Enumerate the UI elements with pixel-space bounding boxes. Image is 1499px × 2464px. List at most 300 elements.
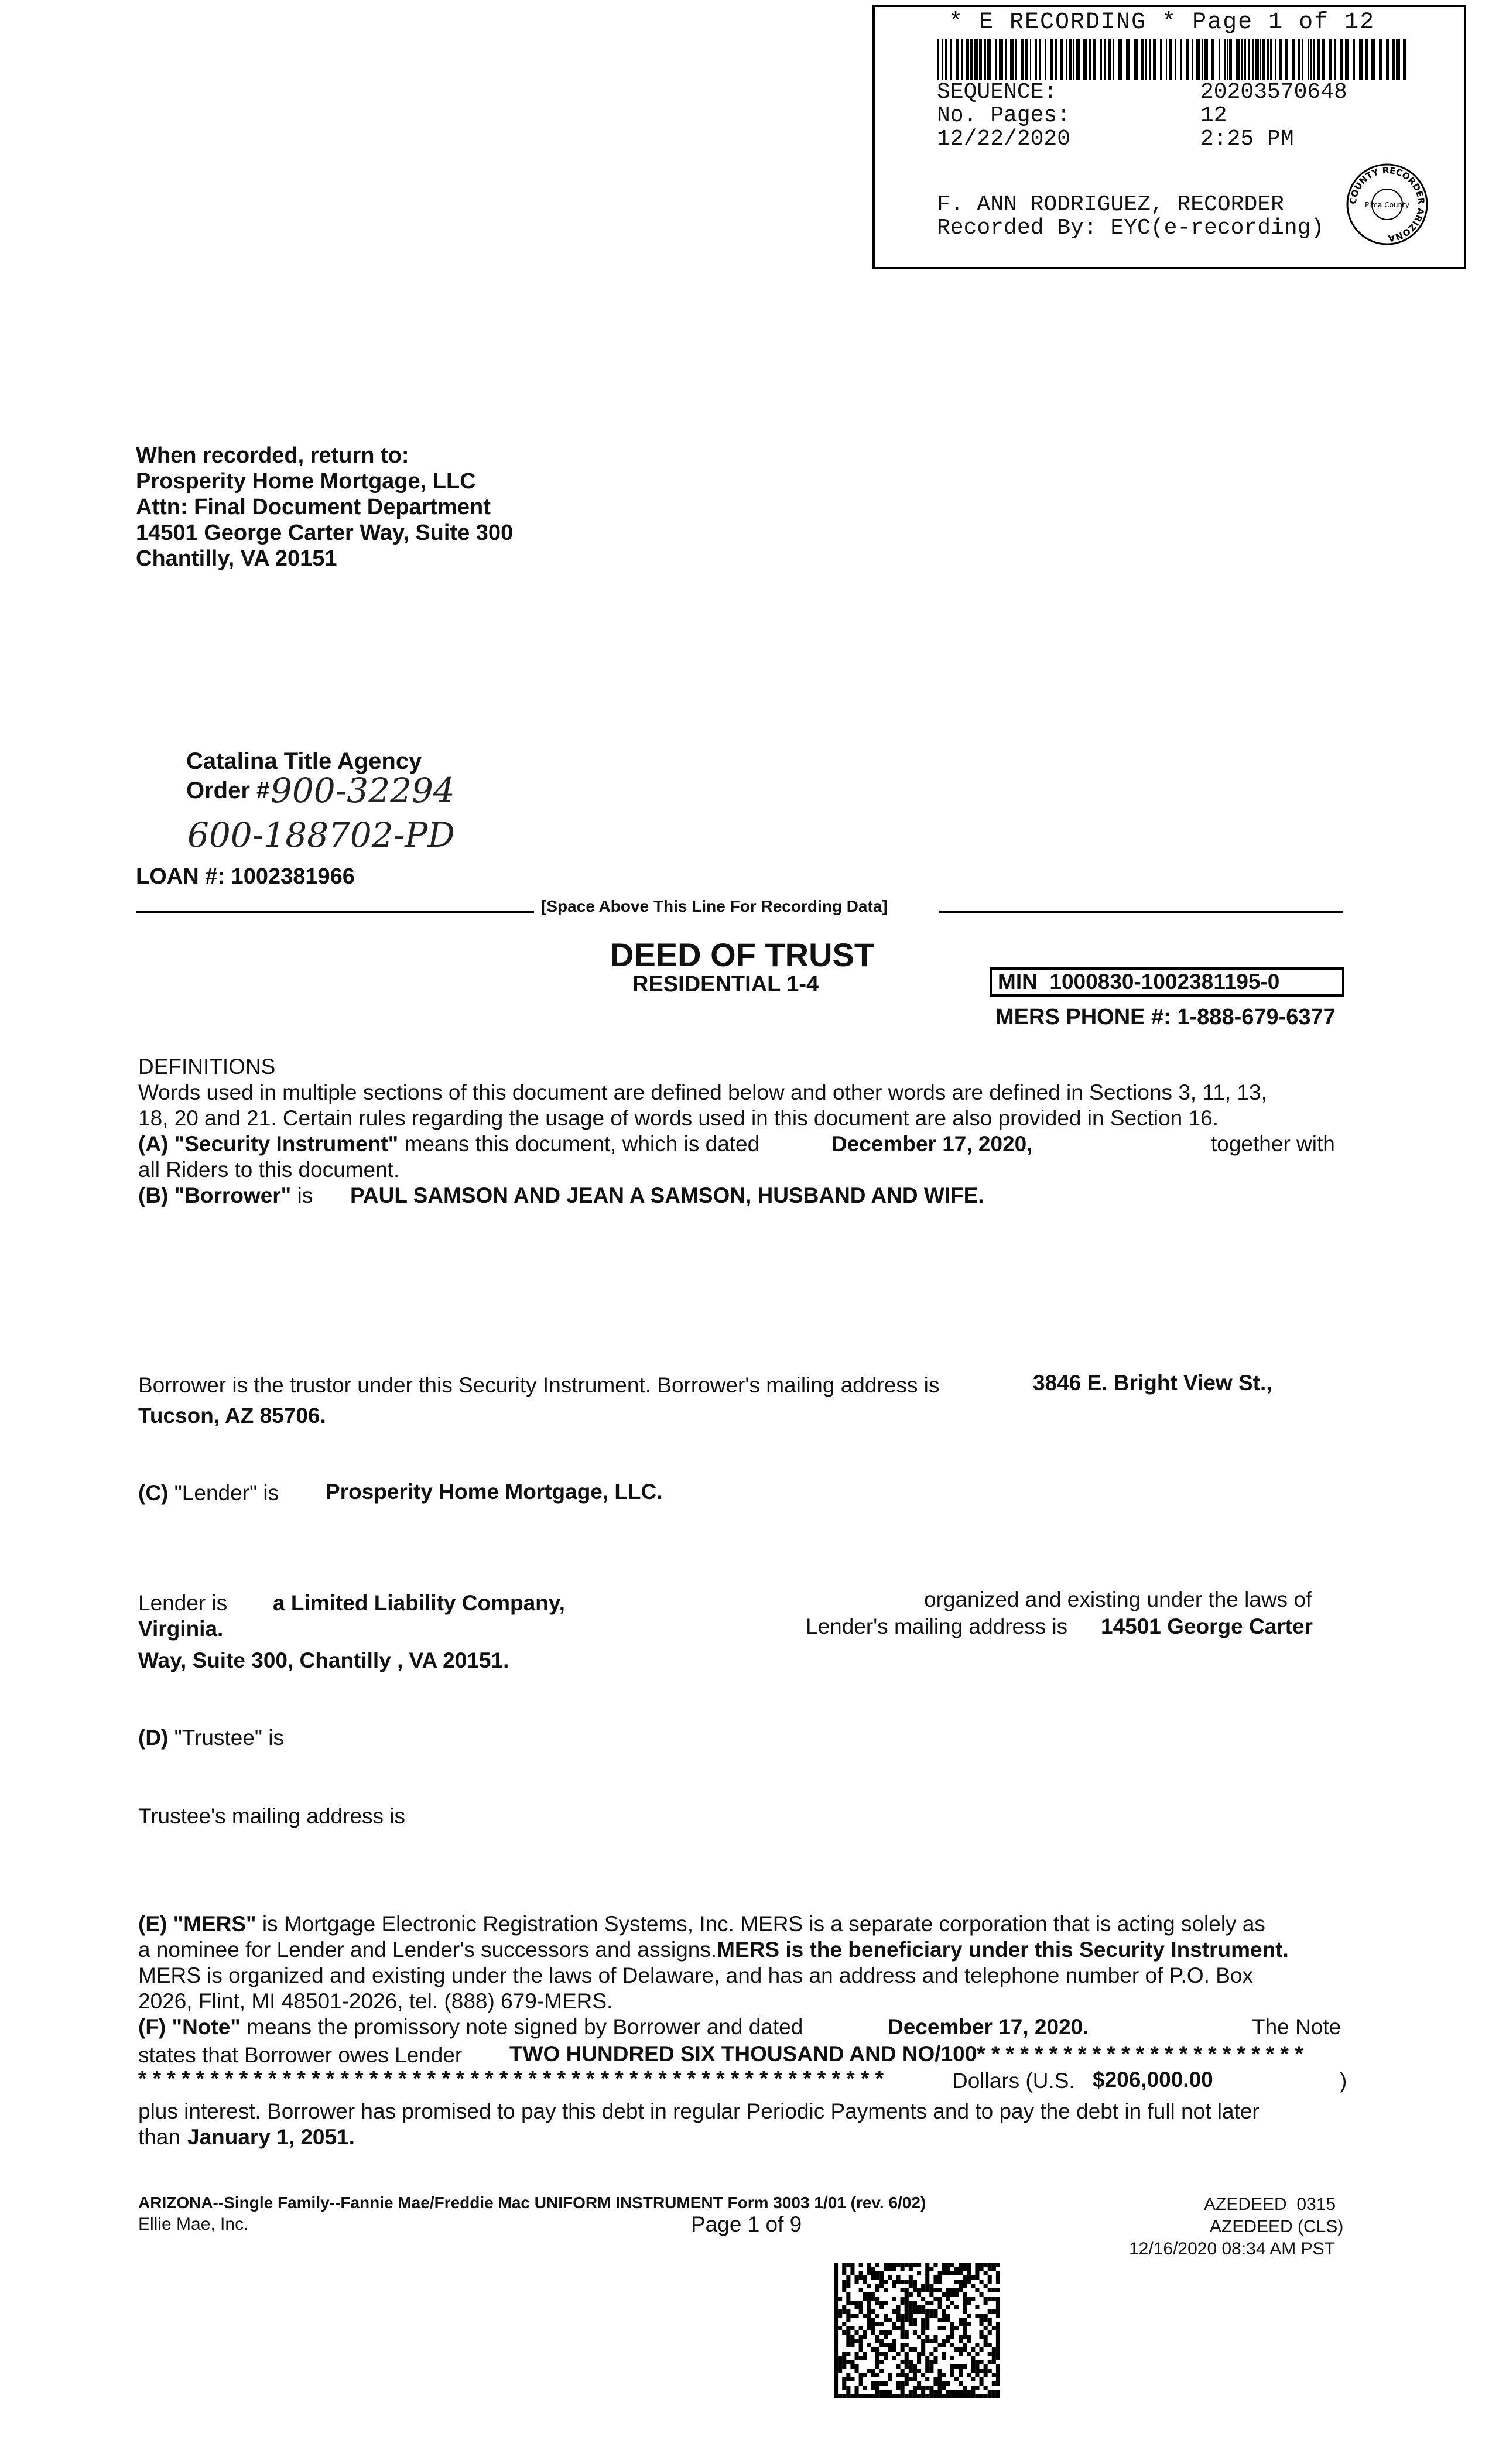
barcode-module [959, 2318, 963, 2322]
barcode-module [938, 2394, 942, 2398]
barcode-module [996, 2381, 1000, 2386]
barcode-module [875, 2381, 879, 2386]
barcode-bar [1035, 39, 1037, 80]
barcode-module [892, 2326, 896, 2330]
barcode-module [855, 2314, 859, 2318]
barcode-module [988, 2360, 992, 2364]
barcode-module [992, 2347, 996, 2352]
barcode-module [834, 2369, 838, 2373]
barcode-module [834, 2322, 838, 2326]
barcode-module [996, 2335, 1000, 2339]
barcode-module [863, 2280, 867, 2284]
barcode-bar [1083, 39, 1087, 80]
barcode-bar [1229, 39, 1232, 80]
barcode-module [834, 2318, 838, 2322]
separator-left [136, 911, 534, 913]
barcode-module [980, 2314, 984, 2318]
barcode-module [867, 2314, 871, 2318]
barcode-bar [979, 39, 982, 80]
barcode-module [901, 2330, 905, 2335]
barcode-module [855, 2330, 859, 2335]
barcode-module [867, 2284, 871, 2288]
note-amount-words: TWO HUNDRED SIX THOUSAND AND NO/100* * * * * * * * * * * * * * * * * * * * * * * [509, 2042, 1303, 2066]
barcode-module [967, 2267, 971, 2271]
barcode-module [884, 2330, 888, 2335]
barcode-bar [950, 39, 952, 80]
barcode-module [921, 2288, 925, 2292]
barcode-module [917, 2288, 921, 2292]
barcode-module [879, 2271, 884, 2275]
barcode-module [867, 2343, 871, 2347]
barcode-module [917, 2386, 921, 2390]
barcode-module [963, 2263, 967, 2267]
barcode-module [954, 2271, 959, 2275]
barcode-module [921, 2390, 925, 2394]
barcode-module [834, 2292, 838, 2297]
barcode-module [959, 2263, 963, 2267]
barcode-module [888, 2394, 892, 2398]
barcode-module [834, 2267, 838, 2271]
barcode-module [875, 2284, 879, 2288]
stamp-barcode [937, 39, 1410, 80]
barcode-module [971, 2386, 975, 2390]
barcode-module [980, 2292, 984, 2297]
barcode-module [888, 2318, 892, 2322]
barcode-module [834, 2360, 838, 2364]
barcode-module [834, 2301, 838, 2305]
barcode-module [925, 2377, 929, 2381]
barcode-module [992, 2373, 996, 2377]
barcode-module [867, 2263, 871, 2267]
barcode-module [933, 2297, 937, 2301]
barcode-module [913, 2347, 917, 2352]
barcode-module [925, 2284, 929, 2288]
barcode-module [975, 2369, 979, 2373]
barcode-module [996, 2309, 1000, 2314]
note-amount-stars: * * * * * * * * * * * * * * * * * * * * * * * * * * * * * * * * * * * * * * * * * * * * * * * * * * * * [138, 2066, 884, 2090]
definition-e-line-2: a nominee for Lender and Lender's successors and assigns.MERS is the beneficiary under this Security Instrument. [138, 1938, 1289, 1962]
barcode-module [855, 2394, 859, 2398]
barcode-module [996, 2322, 1000, 2326]
barcode-module [905, 2263, 909, 2267]
barcode-module [875, 2275, 879, 2280]
barcode-module [925, 2356, 929, 2360]
barcode-module [938, 2275, 942, 2280]
barcode-module [871, 2373, 875, 2377]
barcode-module [905, 2280, 909, 2284]
barcode-module [913, 2377, 917, 2381]
barcode-module [988, 2263, 992, 2267]
footer-form: ARIZONA--Single Family--Fannie Mae/Freddie Mac UNIFORM INSTRUMENT Form 3003 1/01 (rev. 6/02) [138, 2193, 926, 2212]
barcode-module [992, 2356, 996, 2360]
barcode-module [909, 2394, 913, 2398]
lender-state: Virginia. [138, 1617, 224, 1641]
barcode-module [884, 2381, 888, 2386]
barcode-bar [1219, 39, 1220, 80]
definition-e-line-3: MERS is organized and existing under the laws of Delaware, and has an address and telephone number of P.O. Box [138, 1963, 1253, 1987]
barcode-module [929, 2369, 933, 2373]
barcode-bar [1302, 39, 1303, 80]
barcode-module [867, 2305, 871, 2309]
barcode-module [984, 2394, 988, 2398]
barcode-module [963, 2292, 967, 2297]
barcode-module [967, 2335, 971, 2339]
barcode-module [901, 2301, 905, 2305]
barcode-module [884, 2352, 888, 2356]
barcode-module [925, 2339, 929, 2343]
barcode-module [980, 2347, 984, 2352]
barcode-bar [1118, 39, 1122, 80]
barcode-module [879, 2322, 884, 2326]
barcode-module [892, 2280, 896, 2284]
barcode-bar [1108, 39, 1111, 80]
barcode-module [909, 2347, 913, 2352]
barcode-module [996, 2330, 1000, 2335]
barcode-module [913, 2390, 917, 2394]
barcode-module [859, 2377, 863, 2381]
barcode-module [992, 2288, 996, 2292]
barcode-module [875, 2347, 879, 2352]
return-to-line-5: Chantilly, VA 20151 [136, 546, 337, 571]
county-recorder-seal [1343, 160, 1431, 248]
definitions-heading: DEFINITIONS [138, 1055, 276, 1079]
barcode-module [901, 2335, 905, 2339]
barcode-module [971, 2390, 975, 2394]
barcode-module [946, 2318, 950, 2322]
barcode-bar [1166, 39, 1167, 80]
barcode-module [933, 2280, 937, 2284]
recording-time: 2:25 PM [1200, 126, 1294, 152]
barcode-module [946, 2297, 950, 2301]
barcode-bar [1100, 39, 1102, 80]
barcode-module [942, 2318, 946, 2322]
barcode-module [884, 2314, 888, 2318]
barcode-module [871, 2275, 875, 2280]
barcode-bar [1055, 39, 1057, 80]
barcode-module [917, 2263, 921, 2267]
barcode-module [859, 2381, 863, 2386]
barcode-module [871, 2267, 875, 2271]
barcode-module [980, 2263, 984, 2267]
borrower-address-text: Borrower is the trustor under this Security Instrument. Borrower's mailing address is [138, 1373, 940, 1397]
barcode-module [988, 2390, 992, 2394]
barcode-module [921, 2386, 925, 2390]
barcode-module [905, 2394, 909, 2398]
definition-f: (F) "Note" means the promissory note signed by Borrower and dated [138, 2015, 803, 2039]
barcode-module [942, 2343, 946, 2347]
barcode-module [871, 2322, 875, 2326]
barcode-module [950, 2301, 954, 2305]
barcode-module [988, 2275, 992, 2280]
barcode-module [846, 2318, 850, 2322]
note-owes-label: states that Borrower owes Lender [138, 2043, 463, 2067]
lender-address-2: Way, Suite 300, Chantilly , VA 20151. [138, 1648, 509, 1672]
barcode-module [963, 2297, 967, 2301]
barcode-module [888, 2263, 892, 2267]
barcode-module [996, 2263, 1000, 2267]
barcode-module [984, 2326, 988, 2330]
barcode-module [896, 2263, 901, 2267]
barcode-module [863, 2297, 867, 2301]
barcode-module [925, 2360, 929, 2364]
barcode-module [901, 2369, 905, 2373]
barcode-module [921, 2309, 925, 2314]
definition-c: (C) "Lender" is [138, 1481, 279, 1505]
barcode-module [929, 2386, 933, 2390]
barcode-bar [1308, 39, 1309, 80]
barcode-module [984, 2339, 988, 2343]
barcode-bar [1160, 39, 1162, 80]
barcode-bar [1025, 39, 1028, 80]
barcode-module [863, 2394, 867, 2398]
barcode-module [842, 2356, 846, 2360]
barcode-module [905, 2335, 909, 2339]
barcode-module [938, 2301, 942, 2305]
barcode-module [901, 2288, 905, 2292]
barcode-module [959, 2339, 963, 2343]
barcode-module [879, 2339, 884, 2343]
barcode-module [925, 2318, 929, 2322]
barcode-bar [1403, 39, 1406, 80]
barcode-module [901, 2318, 905, 2322]
barcode-module [984, 2297, 988, 2301]
barcode-module [905, 2305, 909, 2309]
barcode-module [850, 2267, 854, 2271]
barcode-module [888, 2343, 892, 2347]
barcode-module [875, 2373, 879, 2377]
barcode-module [859, 2309, 863, 2314]
barcode-module [855, 2356, 859, 2360]
barcode-module [984, 2373, 988, 2377]
barcode-module [846, 2352, 850, 2356]
barcode-module [842, 2381, 846, 2386]
barcode-module [838, 2360, 842, 2364]
barcode-bar [984, 39, 986, 80]
barcode-module [901, 2343, 905, 2347]
barcode-bar [1262, 39, 1265, 80]
barcode-bar [1202, 39, 1203, 80]
barcode-module [871, 2381, 875, 2386]
barcode-module [850, 2339, 854, 2343]
barcode-module [992, 2309, 996, 2314]
barcode-module [946, 2394, 950, 2398]
barcode-module [834, 2356, 838, 2360]
security-instrument-date: December 17, 2020, [831, 1132, 1033, 1156]
barcode-module [933, 2288, 937, 2292]
barcode-module [850, 2360, 854, 2364]
barcode-module [925, 2394, 929, 2398]
barcode-module [901, 2263, 905, 2267]
barcode-bar [1021, 39, 1024, 80]
barcode-module [901, 2390, 905, 2394]
barcode-module [842, 2352, 846, 2356]
barcode-module [896, 2381, 901, 2386]
barcode-bar [1392, 39, 1395, 80]
barcode-module [967, 2373, 971, 2377]
barcode-module [879, 2394, 884, 2398]
sequence-value: 20203570648 [1200, 80, 1347, 105]
barcode-bar [966, 39, 969, 80]
recorded-by: Recorded By: EYC(e-recording) [937, 215, 1325, 241]
barcode-module [992, 2352, 996, 2356]
barcode-bar [1180, 39, 1182, 80]
barcode-module [984, 2386, 988, 2390]
barcode-module [842, 2271, 846, 2275]
barcode-bar [1204, 39, 1208, 80]
barcode-module [909, 2275, 913, 2280]
barcode-module [996, 2301, 1000, 2305]
barcode-module [933, 2356, 937, 2360]
barcode-module [996, 2347, 1000, 2352]
barcode-module [846, 2330, 850, 2335]
barcode-module [929, 2364, 933, 2369]
barcode-module [842, 2394, 846, 2398]
barcode-bar [1365, 39, 1368, 80]
barcode-module [938, 2288, 942, 2292]
barcode-bar [1196, 39, 1200, 80]
barcode-module [896, 2326, 901, 2330]
barcode-module [925, 2309, 929, 2314]
barcode-module [975, 2288, 979, 2292]
barcode-module [975, 2394, 979, 2398]
barcode-module [909, 2369, 913, 2373]
barcode-module [901, 2267, 905, 2271]
barcode-module [879, 2275, 884, 2280]
barcode-module [909, 2280, 913, 2284]
barcode-module [967, 2297, 971, 2301]
barcode-module [879, 2280, 884, 2284]
barcode-module [917, 2381, 921, 2386]
barcode-module [888, 2377, 892, 2381]
barcode-module [905, 2377, 909, 2381]
barcode-module [846, 2301, 850, 2305]
barcode-module [875, 2301, 879, 2305]
recorder-name: F. ANN RODRIGUEZ, RECORDER [937, 192, 1284, 217]
barcode-module [946, 2390, 950, 2394]
barcode-module [842, 2377, 846, 2381]
barcode-module [884, 2301, 888, 2305]
barcode-module [913, 2263, 917, 2267]
barcode-module [913, 2364, 917, 2369]
barcode-module [938, 2280, 942, 2284]
barcode-module [988, 2330, 992, 2335]
barcode-module [988, 2267, 992, 2271]
barcode-module [942, 2339, 946, 2343]
barcode-module [996, 2364, 1000, 2369]
barcode-module [834, 2339, 838, 2343]
barcode-module [967, 2339, 971, 2343]
barcode-module [875, 2339, 879, 2343]
barcode-module [901, 2297, 905, 2301]
barcode-module [884, 2390, 888, 2394]
barcode-module [929, 2267, 933, 2271]
barcode-module [950, 2364, 954, 2369]
barcode-module [980, 2267, 984, 2271]
dollars-label: Dollars (U.S. [952, 2069, 1075, 2093]
barcode-module [963, 2305, 967, 2309]
barcode-module [913, 2330, 917, 2335]
barcode-bar [995, 39, 997, 80]
second-number-handwritten: 600-188702-PD [187, 815, 455, 855]
barcode-module [963, 2280, 967, 2284]
barcode-module [884, 2288, 888, 2292]
barcode-module [896, 2280, 901, 2284]
barcode-module [959, 2280, 963, 2284]
barcode-module [988, 2288, 992, 2292]
barcode-module [992, 2297, 996, 2301]
page-number: Page 1 of 9 [691, 2212, 802, 2236]
barcode-bar [1104, 39, 1106, 80]
barcode-module [871, 2330, 875, 2335]
barcode-module [913, 2373, 917, 2377]
barcode-module [929, 2301, 933, 2305]
barcode-module [871, 2318, 875, 2322]
barcode-module [917, 2360, 921, 2364]
barcode-module [871, 2297, 875, 2301]
barcode-module [959, 2352, 963, 2356]
barcode-module [938, 2297, 942, 2301]
barcode-module [871, 2347, 875, 2352]
barcode-module [992, 2263, 996, 2267]
barcode-module [917, 2369, 921, 2373]
barcode-module [842, 2322, 846, 2326]
barcode-module [921, 2343, 925, 2347]
barcode-module [884, 2356, 888, 2360]
barcode-module [871, 2369, 875, 2373]
barcode-module [859, 2326, 863, 2330]
definition-f-tail: The Note [1252, 2015, 1341, 2039]
barcode-module [859, 2373, 863, 2377]
barcode-module [959, 2271, 963, 2275]
barcode-module [954, 2288, 959, 2292]
barcode-module [879, 2305, 884, 2309]
return-to-line-4: 14501 George Carter Way, Suite 300 [136, 521, 514, 545]
barcode-module [846, 2263, 850, 2267]
mers-phone: MERS PHONE #: 1-888-679-6377 [995, 1005, 1336, 1029]
barcode-module [946, 2314, 950, 2318]
barcode-module [905, 2288, 909, 2292]
barcode-module [838, 2309, 842, 2314]
barcode-module [975, 2343, 979, 2347]
barcode-module [938, 2343, 942, 2347]
barcode-module [996, 2288, 1000, 2292]
barcode-bar [1030, 39, 1031, 80]
barcode-module [859, 2271, 863, 2275]
barcode-module [942, 2309, 946, 2314]
barcode-module [901, 2322, 905, 2326]
barcode-module [884, 2335, 888, 2339]
barcode-module [838, 2356, 842, 2360]
barcode-module [959, 2373, 963, 2377]
barcode-module [855, 2352, 859, 2356]
barcode-module [950, 2394, 954, 2398]
barcode-module [846, 2339, 850, 2343]
barcode-module [929, 2390, 933, 2394]
barcode-bar [1093, 39, 1096, 80]
barcode-bar [1113, 39, 1114, 80]
barcode-bar [970, 39, 973, 80]
barcode-module [917, 2305, 921, 2309]
barcode-bar [1340, 39, 1343, 80]
barcode-module [963, 2364, 967, 2369]
barcode-bar [1310, 39, 1312, 80]
barcode-module [842, 2280, 846, 2284]
barcode-module [846, 2360, 850, 2364]
barcode-module [967, 2271, 971, 2275]
barcode-module [896, 2364, 901, 2369]
barcode-module [859, 2275, 863, 2280]
barcode-module [929, 2314, 933, 2318]
